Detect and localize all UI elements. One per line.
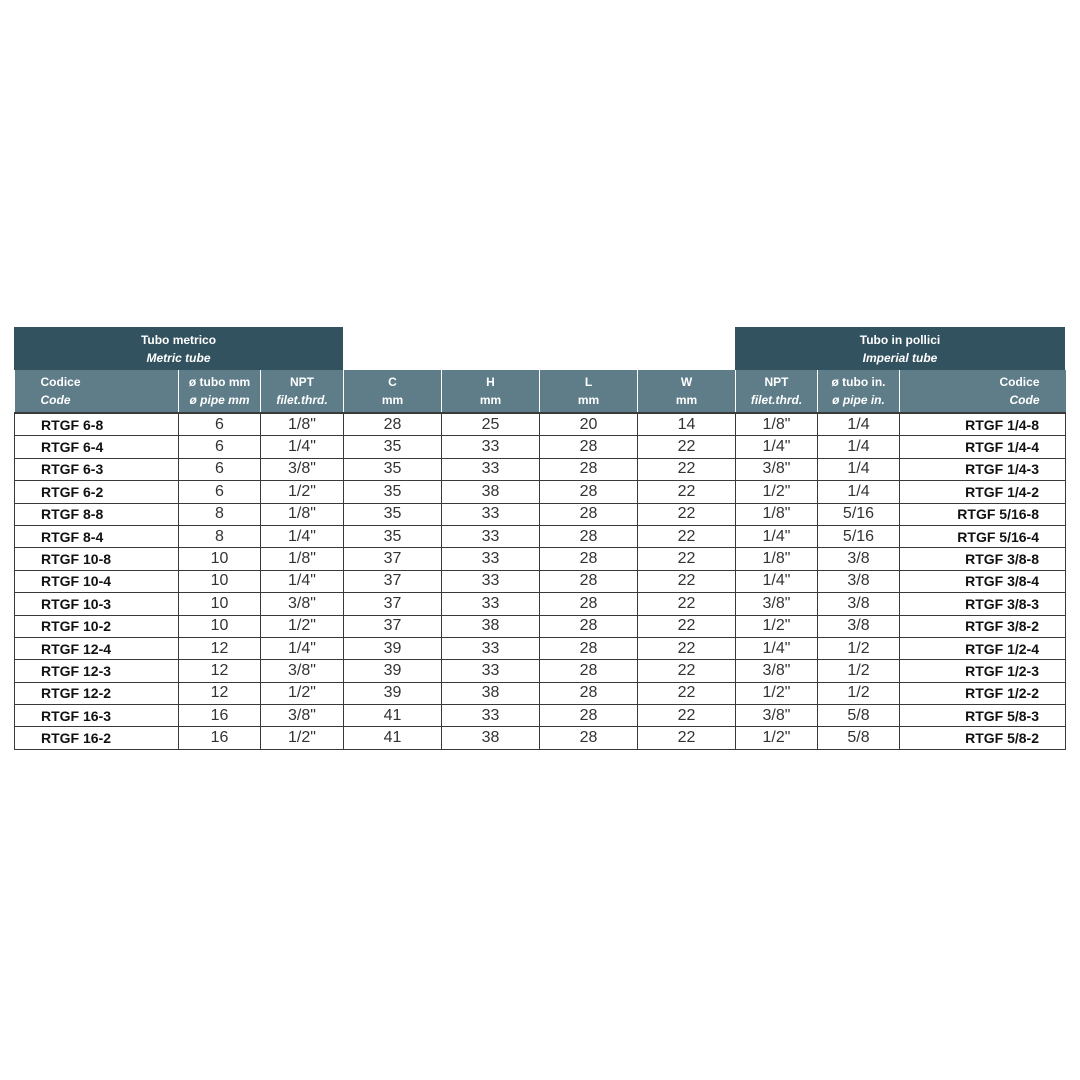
npt-metric-cell: 1/2": [261, 481, 344, 503]
w-mm-cell: 22: [638, 727, 736, 749]
spec-table: [14, 370, 1066, 750]
h-mm-cell: 33: [442, 436, 540, 458]
h-mm-cell: 38: [442, 481, 540, 503]
c-mm-cell: 41: [344, 705, 442, 727]
h-mm-cell: 33: [442, 593, 540, 615]
table-row: [15, 503, 1066, 525]
imperial-code-cell: RTGF 3/8-8: [900, 548, 1066, 570]
h-mm-cell: 25: [442, 413, 540, 436]
pipe-mm-cell: 10: [179, 548, 261, 570]
pipe-in-cell: 5/16: [818, 503, 900, 525]
npt-metric-cell: 1/2": [261, 682, 344, 704]
metric-code-cell: RTGF 6-4: [15, 436, 179, 458]
pipe-in-cell: 1/4: [818, 481, 900, 503]
w-mm-cell: 22: [638, 458, 736, 480]
w-mm-cell: 22: [638, 525, 736, 547]
l-mm-cell: 28: [540, 593, 638, 615]
table-row: [15, 436, 1066, 458]
group-header-spacer: [343, 327, 735, 370]
h-mm-cell: 33: [442, 548, 540, 570]
npt-imperial-cell: 1/8": [736, 413, 818, 436]
imperial-code-cell: RTGF 3/8-2: [900, 615, 1066, 637]
w-mm-cell: 22: [638, 570, 736, 592]
pipe-in-cell: 1/4: [818, 436, 900, 458]
c-mm-cell: 35: [344, 436, 442, 458]
npt-imperial-cell: 3/8": [736, 705, 818, 727]
npt-metric-cell: 1/8": [261, 503, 344, 525]
table-row: [15, 682, 1066, 704]
h-mm-cell: 33: [442, 570, 540, 592]
l-mm-cell: 28: [540, 660, 638, 682]
metric-code-cell: RTGF 10-4: [15, 570, 179, 592]
pipe-mm-cell: 16: [179, 705, 261, 727]
l-mm-cell: 28: [540, 570, 638, 592]
table-row: [15, 637, 1066, 659]
table-body: [15, 413, 1066, 749]
l-mm-cell: 20: [540, 413, 638, 436]
npt-metric-cell: 3/8": [261, 705, 344, 727]
imperial-code-cell: RTGF 1/4-4: [900, 436, 1066, 458]
pipe-in-cell: 3/8: [818, 615, 900, 637]
c-mm-cell: 37: [344, 593, 442, 615]
npt-metric-cell: 1/2": [261, 727, 344, 749]
npt-imperial-cell: 1/8": [736, 503, 818, 525]
column-header-label: L: [584, 375, 593, 389]
w-mm-cell: 22: [638, 705, 736, 727]
column-header-sublabel: Code: [40, 393, 71, 407]
l-mm-cell: 28: [540, 615, 638, 637]
table-row: [15, 593, 1066, 615]
metric-code-cell: RTGF 6-3: [15, 458, 179, 480]
column-header-label: ø tubo in.: [831, 375, 886, 389]
pipe-mm-cell: 6: [179, 481, 261, 503]
column-header-imperial-code: [900, 370, 1066, 413]
w-mm-cell: 22: [638, 548, 736, 570]
pipe-mm-cell: 8: [179, 525, 261, 547]
column-header-label: NPT: [290, 375, 314, 389]
metric-tube-group-header: [14, 327, 343, 370]
w-mm-cell: 22: [638, 481, 736, 503]
h-mm-cell: 33: [442, 525, 540, 547]
imperial-code-cell: RTGF 5/8-2: [900, 727, 1066, 749]
pipe-mm-cell: 6: [179, 436, 261, 458]
pipe-mm-cell: 8: [179, 503, 261, 525]
table-row: [15, 660, 1066, 682]
l-mm-cell: 28: [540, 525, 638, 547]
pipe-mm-cell: 10: [179, 593, 261, 615]
metric-code-cell: RTGF 16-2: [15, 727, 179, 749]
w-mm-cell: 22: [638, 660, 736, 682]
column-header-sublabel: mm: [577, 393, 600, 407]
npt-metric-cell: 3/8": [261, 660, 344, 682]
column-header-pipe-in: [818, 370, 900, 413]
h-mm-cell: 38: [442, 615, 540, 637]
c-mm-cell: 35: [344, 525, 442, 547]
metric-group-title: Tubo metrico: [140, 332, 217, 347]
l-mm-cell: 28: [540, 705, 638, 727]
table-row: [15, 481, 1066, 503]
imperial-group-title: Tubo in pollici: [859, 332, 941, 347]
metric-code-cell: RTGF 12-4: [15, 637, 179, 659]
table-row: [15, 548, 1066, 570]
column-header-sublabel: mm: [675, 393, 698, 407]
spec-table-container: [14, 327, 1065, 750]
column-header-sublabel: ø pipe mm: [189, 393, 250, 407]
pipe-mm-cell: 12: [179, 637, 261, 659]
w-mm-cell: 14: [638, 413, 736, 436]
npt-metric-cell: 1/4": [261, 570, 344, 592]
column-header-row: [15, 370, 1066, 413]
c-mm-cell: 35: [344, 458, 442, 480]
imperial-code-cell: RTGF 1/2-3: [900, 660, 1066, 682]
column-header-label: W: [680, 375, 693, 389]
npt-metric-cell: 1/4": [261, 525, 344, 547]
pipe-in-cell: 1/2: [818, 637, 900, 659]
npt-imperial-cell: 1/4": [736, 436, 818, 458]
metric-group-subtitle: Metric tube: [146, 350, 211, 365]
group-header-row: [14, 327, 1065, 370]
npt-imperial-cell: 1/2": [736, 727, 818, 749]
l-mm-cell: 28: [540, 727, 638, 749]
imperial-code-cell: RTGF 3/8-4: [900, 570, 1066, 592]
metric-code-cell: RTGF 6-2: [15, 481, 179, 503]
h-mm-cell: 33: [442, 660, 540, 682]
w-mm-cell: 22: [638, 682, 736, 704]
c-mm-cell: 39: [344, 637, 442, 659]
npt-metric-cell: 1/8": [261, 413, 344, 436]
pipe-mm-cell: 6: [179, 458, 261, 480]
pipe-in-cell: 3/8: [818, 593, 900, 615]
pipe-in-cell: 1/4: [818, 413, 900, 436]
npt-metric-cell: 1/4": [261, 436, 344, 458]
h-mm-cell: 33: [442, 705, 540, 727]
pipe-mm-cell: 6: [179, 413, 261, 436]
table-row: [15, 570, 1066, 592]
npt-imperial-cell: 1/4": [736, 525, 818, 547]
imperial-code-cell: RTGF 1/2-2: [900, 682, 1066, 704]
table-row: [15, 727, 1066, 749]
column-header-sublabel: mm: [381, 393, 404, 407]
npt-imperial-cell: 1/4": [736, 637, 818, 659]
imperial-code-cell: RTGF 1/4-2: [900, 481, 1066, 503]
pipe-in-cell: 5/8: [818, 727, 900, 749]
imperial-tube-group-header: [735, 327, 1065, 370]
metric-code-cell: RTGF 8-8: [15, 503, 179, 525]
w-mm-cell: 22: [638, 436, 736, 458]
pipe-in-cell: 5/16: [818, 525, 900, 547]
metric-code-cell: RTGF 10-2: [15, 615, 179, 637]
column-header-sublabel: ø pipe in.: [832, 393, 885, 407]
pipe-in-cell: 5/8: [818, 705, 900, 727]
imperial-code-cell: RTGF 1/4-8: [900, 413, 1066, 436]
h-mm-cell: 33: [442, 503, 540, 525]
npt-metric-cell: 1/2": [261, 615, 344, 637]
pipe-mm-cell: 10: [179, 615, 261, 637]
column-header-sublabel: filet.thrd.: [750, 393, 803, 407]
metric-code-cell: RTGF 10-8: [15, 548, 179, 570]
npt-imperial-cell: 3/8": [736, 593, 818, 615]
imperial-code-cell: RTGF 5/16-4: [900, 525, 1066, 547]
pipe-mm-cell: 12: [179, 660, 261, 682]
c-mm-cell: 35: [344, 503, 442, 525]
w-mm-cell: 22: [638, 615, 736, 637]
h-mm-cell: 33: [442, 637, 540, 659]
l-mm-cell: 28: [540, 436, 638, 458]
npt-imperial-cell: 1/8": [736, 548, 818, 570]
l-mm-cell: 28: [540, 682, 638, 704]
npt-metric-cell: 1/8": [261, 548, 344, 570]
npt-imperial-cell: 3/8": [736, 458, 818, 480]
imperial-code-cell: RTGF 1/2-4: [900, 637, 1066, 659]
pipe-in-cell: 3/8: [818, 548, 900, 570]
h-mm-cell: 38: [442, 727, 540, 749]
table-row: [15, 458, 1066, 480]
column-header-npt-metric: [261, 370, 344, 413]
h-mm-cell: 33: [442, 458, 540, 480]
npt-imperial-cell: 1/2": [736, 682, 818, 704]
column-header-pipe-mm: [179, 370, 261, 413]
column-header-npt-imperial: [736, 370, 818, 413]
c-mm-cell: 28: [344, 413, 442, 436]
npt-metric-cell: 3/8": [261, 458, 344, 480]
c-mm-cell: 37: [344, 548, 442, 570]
l-mm-cell: 28: [540, 458, 638, 480]
npt-imperial-cell: 1/4": [736, 570, 818, 592]
table-row: [15, 705, 1066, 727]
w-mm-cell: 22: [638, 593, 736, 615]
metric-code-cell: RTGF 16-3: [15, 705, 179, 727]
metric-code-cell: RTGF 12-2: [15, 682, 179, 704]
c-mm-cell: 37: [344, 570, 442, 592]
l-mm-cell: 28: [540, 637, 638, 659]
metric-code-cell: RTGF 6-8: [15, 413, 179, 436]
column-header-w: [638, 370, 736, 413]
l-mm-cell: 28: [540, 481, 638, 503]
column-header-sublabel: filet.thrd.: [276, 393, 328, 407]
table-row: [15, 615, 1066, 637]
column-header-label: Codice: [999, 375, 1040, 389]
pipe-mm-cell: 10: [179, 570, 261, 592]
metric-code-cell: RTGF 8-4: [15, 525, 179, 547]
npt-imperial-cell: 1/2": [736, 481, 818, 503]
column-header-label: Codice: [40, 375, 81, 389]
c-mm-cell: 41: [344, 727, 442, 749]
column-header-l: [540, 370, 638, 413]
table-row: [15, 413, 1066, 436]
table-row: [15, 525, 1066, 547]
pipe-mm-cell: 16: [179, 727, 261, 749]
column-header-sublabel: mm: [479, 393, 502, 407]
imperial-code-cell: RTGF 5/16-8: [900, 503, 1066, 525]
imperial-code-cell: RTGF 3/8-3: [900, 593, 1066, 615]
column-header-label: NPT: [764, 375, 789, 389]
l-mm-cell: 28: [540, 548, 638, 570]
c-mm-cell: 39: [344, 682, 442, 704]
pipe-mm-cell: 12: [179, 682, 261, 704]
imperial-code-cell: RTGF 1/4-3: [900, 458, 1066, 480]
l-mm-cell: 28: [540, 503, 638, 525]
pipe-in-cell: 3/8: [818, 570, 900, 592]
w-mm-cell: 22: [638, 637, 736, 659]
column-header-sublabel: Code: [1009, 393, 1040, 407]
c-mm-cell: 35: [344, 481, 442, 503]
npt-metric-cell: 3/8": [261, 593, 344, 615]
imperial-code-cell: RTGF 5/8-3: [900, 705, 1066, 727]
column-header-h: [442, 370, 540, 413]
npt-imperial-cell: 3/8": [736, 660, 818, 682]
column-header-label: C: [388, 375, 397, 389]
metric-code-cell: RTGF 12-3: [15, 660, 179, 682]
h-mm-cell: 38: [442, 682, 540, 704]
w-mm-cell: 22: [638, 503, 736, 525]
c-mm-cell: 39: [344, 660, 442, 682]
column-header-label: ø tubo mm: [188, 375, 251, 389]
pipe-in-cell: 1/2: [818, 682, 900, 704]
column-header-metric-code: [15, 370, 179, 413]
imperial-group-subtitle: Imperial tube: [862, 350, 938, 365]
pipe-in-cell: 1/2: [818, 660, 900, 682]
pipe-in-cell: 1/4: [818, 458, 900, 480]
column-header-c: [344, 370, 442, 413]
npt-imperial-cell: 1/2": [736, 615, 818, 637]
c-mm-cell: 37: [344, 615, 442, 637]
metric-code-cell: RTGF 10-3: [15, 593, 179, 615]
column-header-label: H: [486, 375, 495, 389]
npt-metric-cell: 1/4": [261, 637, 344, 659]
